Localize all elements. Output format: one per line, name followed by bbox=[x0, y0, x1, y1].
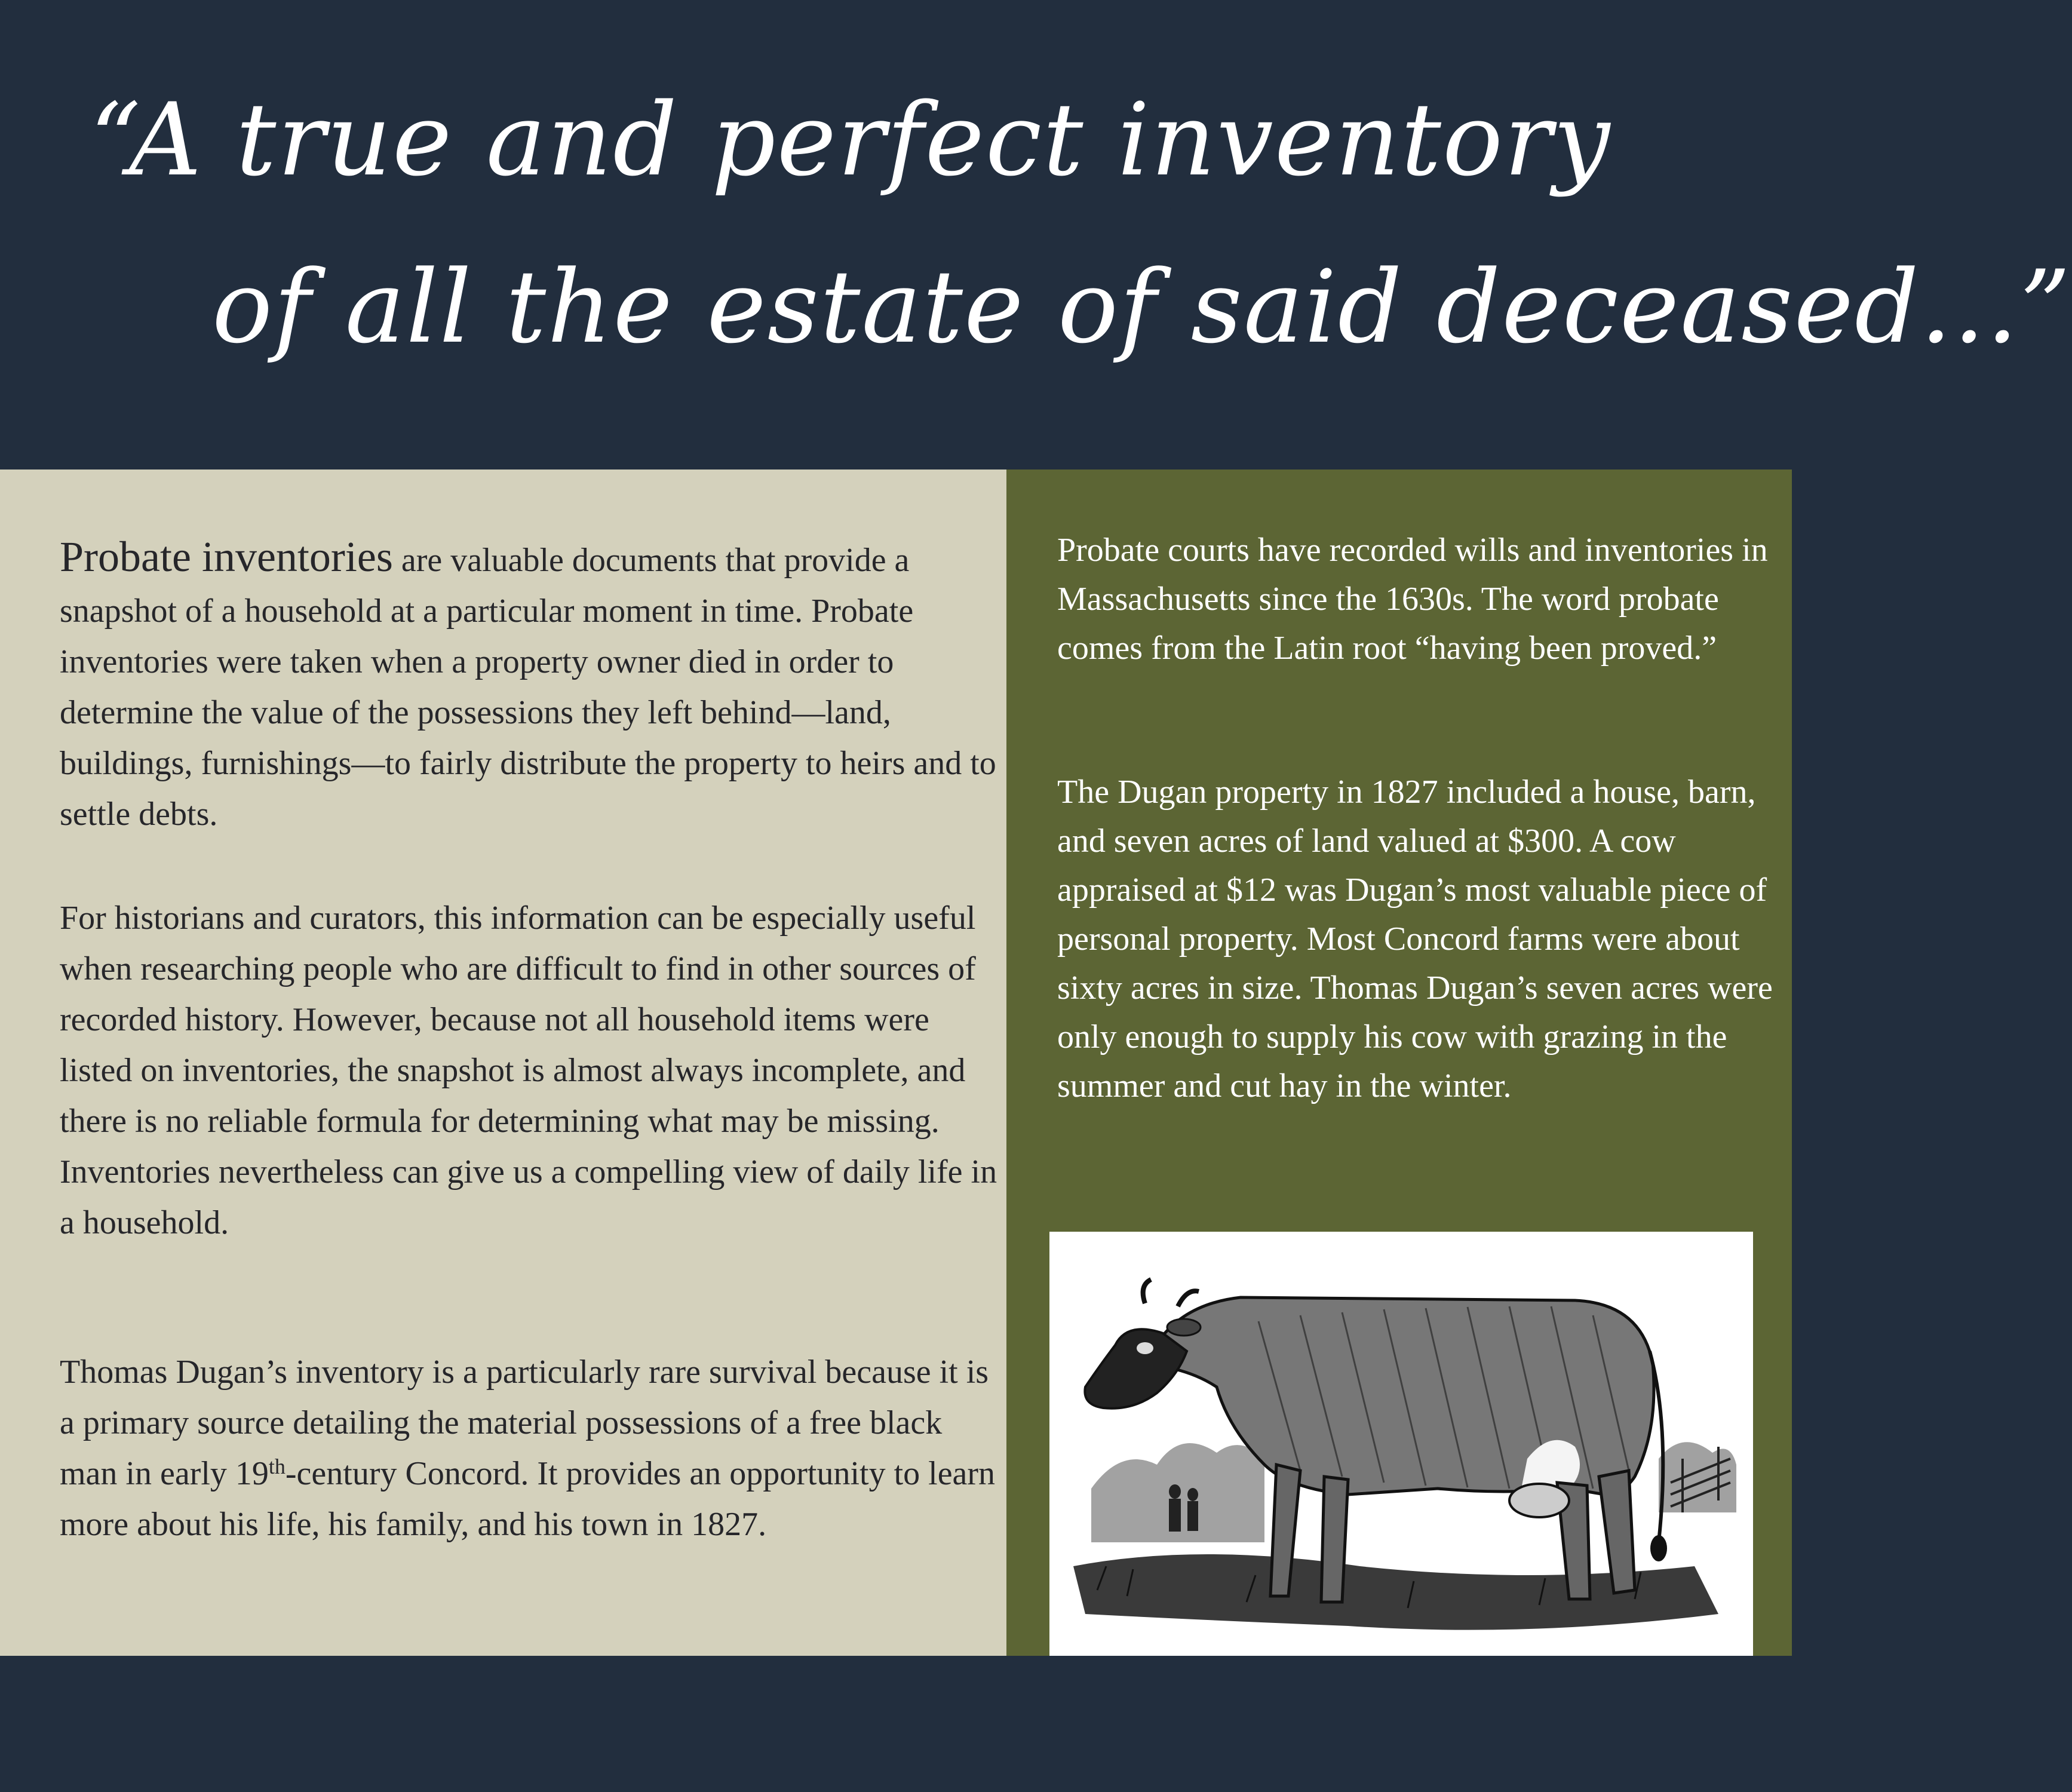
paragraph-3-text-a: Thomas Dugan’s inventory is a particularly rare survival because it is a primary source detailing the material possessions of a free black man in early 19 bbox=[60, 1354, 989, 1492]
header-banner bbox=[0, 0, 2072, 470]
footer-band bbox=[0, 1656, 1792, 1792]
paragraph-historians: For historians and curators, this information can be especially useful when researching people who are difficult to find in other sources of recorded history. However, because not all household items were listed on inventories, the snapshot is almost always incomplete, and there is no reliable formula for determining what may be missing. Inventories nevertheless can give us a compelling view of daily life in a household. bbox=[60, 900, 997, 1241]
quote-line-2: of all the estate of said deceased...” bbox=[212, 248, 2072, 366]
cow-engraving-illustration bbox=[1049, 1232, 1753, 1656]
paragraph-dugan-property: The Dugan property in 1827 included a house, barn, and seven acres of land valued at $300. A cow appraised at $12 was Dugan’s most valuable piece of personal property. Most Concord farms were about sixty acres in size. Thomas Dugan’s seven acres were only enough to supply his cow with grazing in the summer and cut hay in the winter. bbox=[1057, 774, 1773, 1104]
quote-line-1: “A true and perfect inventory bbox=[90, 81, 1611, 198]
cow-engraving bbox=[1049, 1232, 1753, 1656]
paragraph-dugan-inventory bbox=[60, 1347, 1003, 1550]
lead-phrase: Probate inventories bbox=[60, 533, 393, 581]
ordinal-suffix: th bbox=[268, 1455, 286, 1478]
paragraph-probate-inventories bbox=[60, 532, 1003, 840]
paragraph-3-text-b: -century Concord. It provides an opportunity to learn more about his life, his family, and his town in 1827. bbox=[60, 1455, 996, 1543]
paragraph-1-text: are valuable documents that provide a snapshot of a household at a particular moment in time. Probate inventories were taken when a property owner died in order to determine the value of the possessions they left behind—land, buildings, furnishings—to fairly distribute the property to heirs and to settle debts. bbox=[60, 542, 996, 833]
paragraph-probate-courts: Probate courts have recorded wills and inventories in Massachusetts since the 1630s. The word probate comes from the Latin root “having been proved.” bbox=[1057, 532, 1768, 667]
